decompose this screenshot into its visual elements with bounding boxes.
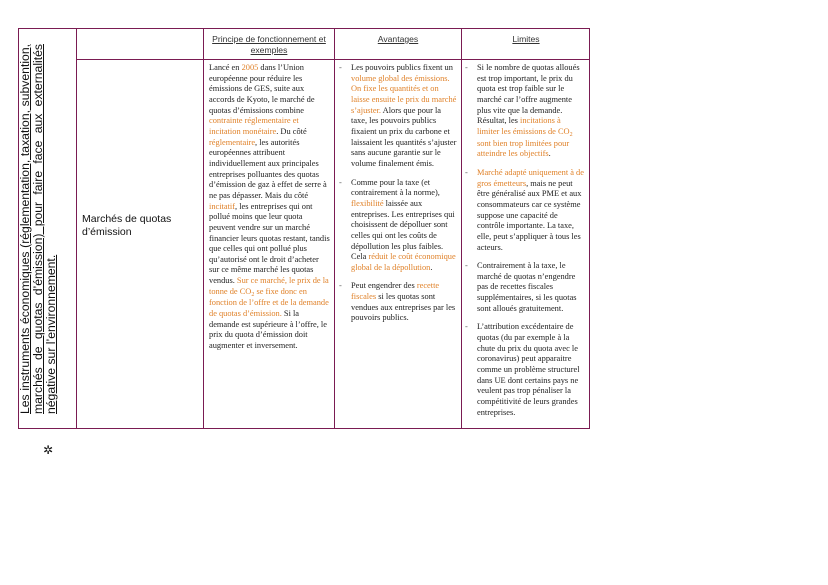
row-label: Marchés de quotas d’émission	[82, 213, 172, 238]
sidebar-title-box	[18, 28, 76, 457]
header-limites: Limites	[512, 34, 540, 44]
header-avantages: Avantages	[377, 34, 419, 44]
header-divider	[77, 59, 589, 60]
avantages-cell	[339, 63, 457, 332]
column-divider	[461, 29, 462, 428]
principe-text: Lancé en 2005 dans l’Union européenne pour réduire les émissions de GES, suite aux accords de Kyoto, le marché de quotas d’émissions combine contrainte réglementaire et incitation monétaire. Du côté réglementaire, les autorités européennes attribuent individuellement aux principales entreprises polluantes des quotas d’émission de gaz à effet de serre à ne pas dépasser. Mais du côté incitatif, les entreprises qui ont pollué moins que leur quota peuvent vendre sur un marché financier leurs quotas restant, tandis que celles qui ont pollué plus qu’autorisé ont le droit d’acheter sur ce même marché les quotas vendus. Sur ce marché, le prix de la tonne de $CO_2$ se fixe donc en fonction de l’offre et de la demande de quotas d’émission. Si la demande est supérieure à l’offre, le prix du quota d’émission doit augmenter et inversement.	[209, 63, 330, 351]
comparison-table	[76, 28, 590, 429]
column-divider	[334, 29, 335, 428]
list-item: - Les pouvoirs publics fixent un volume global des émissions. On fixe les quantités et on laisse ensuite le prix du marché s’ajuster. Alors que pour la taxe, les pouvoirs publics fixaient un prix du carbone et laissaient les quantités s’ajuster sans aucune garantie sur le volume finalement émis.	[339, 63, 457, 168]
principe-cell	[209, 63, 330, 352]
column-divider	[203, 29, 204, 428]
list-item: - Si le nombre de quotas alloués est trop important, le prix du quota est trop faible sur le marché car l’offre augmente plus vite que la demande. Résultat, les incitations à limiter les émissions de $CO_2$ sont bien trop limitées pour atteindre les objectifs.	[465, 63, 580, 159]
list-item: - L’attribution excédentaire de quotas (du par exemple à la chute du prix du quota avec le coronavirus) peut apparaitre comme un problème structurel dans UE dont certains pays ne veulent pas trop pénaliser la compétitivité de leurs grandes entreprises.	[465, 322, 580, 417]
list-item: - Contrairement à la taxe, le marché de quotas n’engendre pas de recettes fiscales supplémentaires, si les quotas sont alloués gratuitement.	[465, 261, 577, 313]
header-principe: Principe de fonctionnement et exemples	[212, 34, 326, 55]
sidebar-title: Les instruments économiques (réglementation, taxation, subvention, marchés de quotas d’émission) pour faire face aux externalités négative sur l’environnement.	[18, 44, 58, 414]
list-item: - Marché adapté uniquement à de gros émetteurs, mais ne peut être généralisé aux PME et aux consommateurs car ce système suppose une capacité de contrôle importante. La taxe, elle, peut s’appliquer à tous les acteurs.	[465, 167, 584, 252]
asterisk-icon: ✲	[43, 443, 54, 457]
limites-cell	[465, 63, 585, 426]
list-item: - Comme pour la taxe (et contrairement à la norme), flexibilité laissée aux entreprises. Les entreprises qui choisissent de dépolluer sont celles qui ont les coûts de dépollution les plus faibles. Cela réduit le coût économique global de la dépollution.	[339, 177, 456, 272]
list-item: - Peut engendrer des recette fiscales si les quotas sont vendues aux entreprises par les pouvoirs publics.	[339, 281, 456, 323]
